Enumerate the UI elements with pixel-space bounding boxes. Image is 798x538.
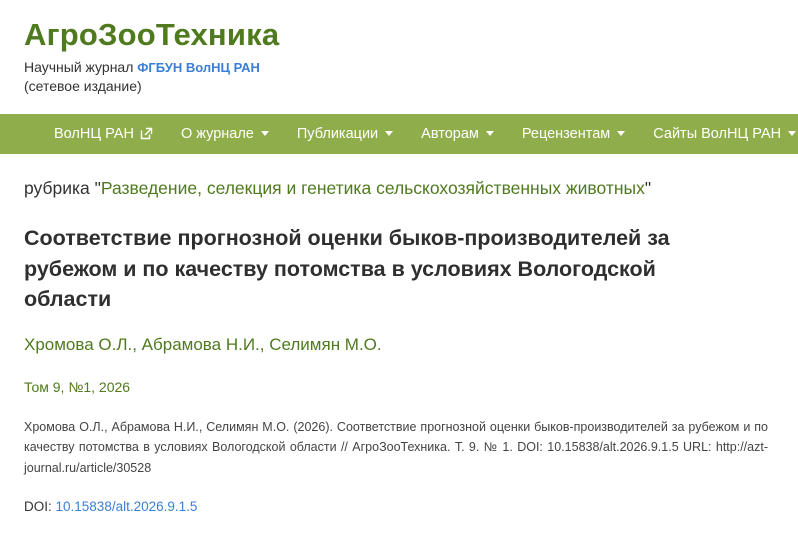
rubric-name-link[interactable]: Разведение, селекция и генетика сельскохозяйственных животных (100, 177, 645, 198)
nav-item-for-authors[interactable] (407, 114, 508, 154)
nav-item-label: Рецензентам (521, 125, 611, 142)
chevron-down-icon (617, 131, 625, 136)
nav-item-for-reviewers[interactable] (508, 114, 639, 154)
article-doi (24, 499, 768, 514)
rubric-prefix: рубрика " (24, 177, 101, 198)
nav-item-label: Сайты ВолНЦ РАН (653, 125, 782, 142)
nav-item-about-journal[interactable] (167, 114, 283, 154)
main-navigation (0, 114, 798, 154)
chevron-down-icon (261, 131, 269, 136)
tagline-prefix: Научный журнал (24, 59, 138, 76)
article-issue: Том 9, №1, 2026 (24, 378, 131, 395)
chevron-down-icon (486, 131, 494, 136)
chevron-down-icon (788, 131, 796, 136)
nav-item-publications[interactable] (283, 114, 407, 154)
rubric-suffix: " (644, 177, 652, 198)
chevron-down-icon (385, 131, 393, 136)
article-authors: Хромова О.Л., Абрамова Н.И., Селимян М.О. (24, 334, 382, 354)
nav-item-volnc-sites[interactable] (639, 114, 798, 154)
masthead (0, 0, 798, 104)
nav-item-label: Авторам (421, 125, 479, 142)
article-rubric (24, 176, 768, 201)
organization-link[interactable]: ФГБУН ВолНЦ РАН (137, 60, 260, 76)
external-link-icon (140, 127, 153, 140)
doi-label: DOI: (24, 498, 56, 514)
nav-item-volnc-ran[interactable] (40, 114, 167, 154)
site-title: АгроЗооТехника (24, 17, 280, 52)
tagline-sub: (сетевое издание) (24, 77, 142, 94)
nav-item-label: Публикации (296, 125, 379, 142)
doi-link[interactable]: 10.15838/alt.2026.9.1.5 (55, 498, 198, 514)
article-content (0, 154, 798, 514)
nav-item-label: О журнале (180, 125, 254, 142)
nav-item-label: ВолНЦ РАН (54, 125, 134, 142)
article-citation: Хромова О.Л., Абрамова Н.И., Селимян М.О. (2026). Соответствие прогнозной оценки быков-производителей за рубежом и по качеству потомства в условиях Вологодской области // АгроЗооТехника. Т. 9. № 1. DOI: 10.15838/alt.2026.9.1.5 URL: http://azt-journal.ru/article/30528 (24, 419, 768, 476)
page-title: Соответствие прогнозной оценки быков-производителей за рубежом и по качеству потомства в условиях Вологодской области (24, 226, 670, 312)
site-tagline (24, 58, 798, 96)
